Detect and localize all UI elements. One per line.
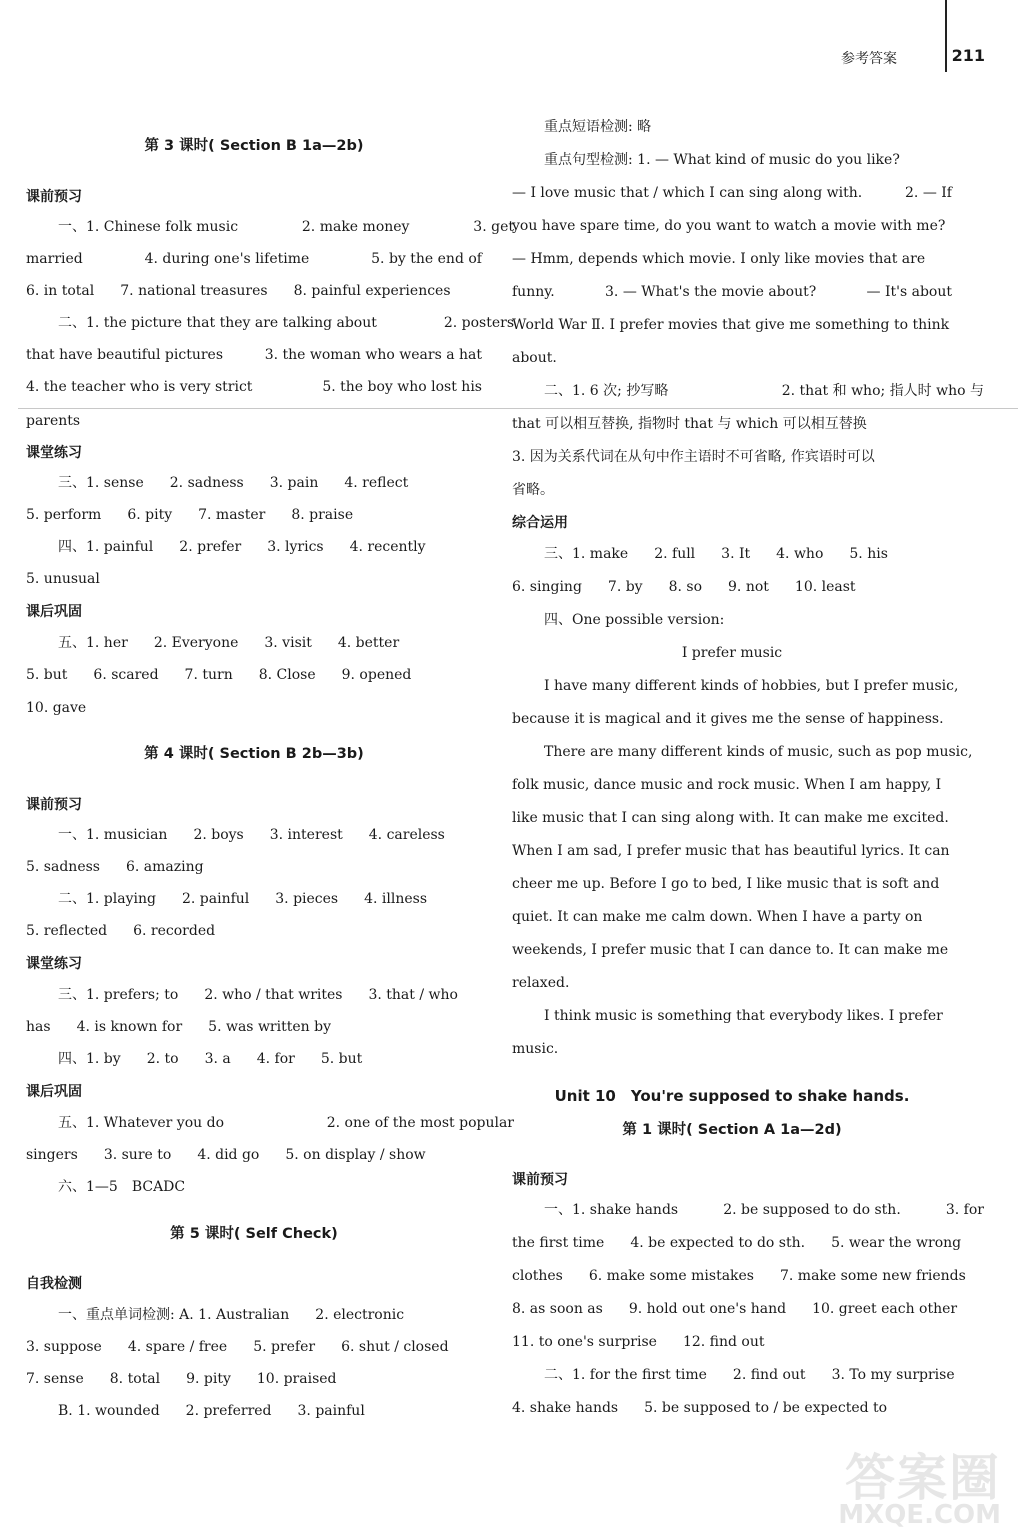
- answer-item: 5. but: [26, 667, 68, 683]
- answer-item: 2. preferred: [185, 1403, 272, 1419]
- answer-item: 3. suppose: [26, 1339, 102, 1355]
- answer-item: 3. that / who: [368, 987, 458, 1003]
- fold-line: [18, 408, 1018, 409]
- answer-item: 7. national treasures: [120, 283, 268, 299]
- answer-line: [26, 665, 437, 685]
- section-heading: 课前预习: [26, 797, 82, 813]
- answer-line: [512, 1200, 984, 1220]
- answer-item: — I love music that / which I can sing along with.: [512, 185, 863, 201]
- answer-line: [26, 313, 514, 333]
- answer-item: 二、1. 6 次; 抄写略: [544, 383, 669, 399]
- answer-item: 三、1. sense: [58, 475, 144, 491]
- answer-line: [512, 577, 882, 597]
- answer-item: 3. pieces: [275, 891, 339, 907]
- answer-line: 重点短语检测: 略: [544, 119, 652, 135]
- answer-item: 2. be supposed to do sth.: [723, 1202, 901, 1218]
- essay-line: like music that I can sing along with. It can make me excited.: [512, 810, 949, 826]
- essay-title: I prefer music: [681, 645, 783, 661]
- answer-item: 5. reflected: [26, 923, 108, 939]
- answer-item: 6. singing: [512, 579, 582, 595]
- answer-line: [26, 249, 482, 269]
- answer-item: 5. sadness: [26, 859, 100, 875]
- answer-line: [512, 1233, 962, 1253]
- answer-line: [26, 1305, 430, 1325]
- answer-item: 2. make money: [301, 219, 410, 235]
- answer-item: 9. opened: [341, 667, 412, 683]
- answer-item: 二、1. playing: [58, 891, 156, 907]
- answer-line: [512, 1299, 958, 1319]
- answer-item: 4. shake hands: [512, 1400, 619, 1416]
- answer-item: 2. — If: [905, 185, 952, 201]
- answer-item: 4. careless: [368, 827, 445, 843]
- essay-line: I have many different kinds of hobbies, but I prefer music,: [544, 678, 959, 694]
- answer-line: 四、One possible version:: [544, 612, 725, 628]
- answer-line: about.: [512, 350, 557, 366]
- answer-item: 4. is known for: [76, 1019, 183, 1035]
- answer-line: [26, 1369, 363, 1389]
- answer-item: 4. spare / free: [127, 1339, 228, 1355]
- essay-line: quiet. It can make me calm down. When I have a party on: [512, 909, 923, 925]
- answer-item: 3. lyrics: [267, 539, 324, 555]
- answer-item: 8. total: [109, 1371, 161, 1387]
- answer-item: 5. but: [320, 1051, 363, 1067]
- essay-line: because it is magical and it gives me the sense of happiness.: [512, 711, 944, 727]
- answer-item: 五、1. Whatever you do: [58, 1115, 225, 1131]
- answer-item: 4. for: [256, 1051, 295, 1067]
- answer-item: 2. painful: [181, 891, 250, 907]
- answer-line: [26, 1145, 452, 1165]
- answer-item: 7. master: [198, 507, 266, 523]
- answer-line: [512, 1332, 791, 1352]
- answer-line: 10. gave: [26, 700, 87, 716]
- answer-item: 4. better: [337, 635, 400, 651]
- answer-item: 2. electronic: [315, 1307, 405, 1323]
- answer-item: — Hmm, depends which movie. I only like movies that are: [512, 251, 926, 267]
- answer-item: 12. find out: [682, 1334, 765, 1350]
- answer-item: 四、1. by: [58, 1051, 121, 1067]
- answer-item: B. 1. wounded: [58, 1403, 160, 1419]
- answer-line: [26, 473, 434, 493]
- answer-item: 10. greet each other: [812, 1301, 958, 1317]
- section-heading: 课堂练习: [26, 956, 82, 972]
- answer-item: 三、1. prefers; to: [58, 987, 179, 1003]
- answer-line: [26, 1401, 391, 1421]
- answer-item: 5. be supposed to / be expected to: [644, 1400, 888, 1416]
- answer-line: [512, 183, 952, 203]
- answer-line: [26, 505, 379, 525]
- answer-item: 4. who: [776, 546, 824, 562]
- answer-item: 6. pity: [127, 507, 173, 523]
- answer-line: [26, 537, 452, 557]
- answer-item: 11. to one's surprise: [512, 1334, 657, 1350]
- answer-item: singers: [26, 1147, 78, 1163]
- answer-item: clothes: [512, 1268, 563, 1284]
- answer-item: 10. least: [794, 579, 856, 595]
- answer-item: funny.: [512, 284, 555, 300]
- answer-line: [26, 985, 484, 1005]
- answer-line: 省略。: [512, 482, 554, 498]
- answer-item: 3. for: [945, 1202, 984, 1218]
- answer-item: 4. recently: [349, 539, 426, 555]
- section-heading: 课堂练习: [26, 445, 82, 461]
- answer-item: 5. prefer: [253, 1339, 316, 1355]
- watermark-text: 答案圈: [845, 1449, 1001, 1507]
- answer-item: 8. as soon as: [512, 1301, 603, 1317]
- answer-line: [512, 381, 984, 401]
- answer-item: 二、1. the picture that they are talking about: [58, 315, 377, 331]
- answer-item: 5. perform: [26, 507, 102, 523]
- answer-item: 2. find out: [732, 1367, 806, 1383]
- answer-item: 9. pity: [186, 1371, 231, 1387]
- answer-line: [26, 1049, 388, 1069]
- answer-item: 4. be expected to do sth.: [630, 1235, 806, 1251]
- answer-item: 2. one of the most popular: [326, 1115, 514, 1131]
- answer-item: 4. during one's lifetime: [144, 251, 310, 267]
- answer-item: 3. the woman who wears a hat: [264, 347, 482, 363]
- section-heading: 综合运用: [512, 515, 568, 531]
- watermark-logo: [831, 1438, 1009, 1530]
- answer-item: 3. It: [721, 546, 751, 562]
- answer-item: 二、1. for the first time: [544, 1367, 707, 1383]
- answer-line: 5. unusual: [26, 571, 100, 587]
- answer-line: [26, 281, 477, 301]
- answer-item: 3. a: [204, 1051, 231, 1067]
- answer-item: 2. to: [146, 1051, 179, 1067]
- answer-line: [512, 1365, 981, 1385]
- answer-item: 5. the boy who lost his: [322, 379, 482, 395]
- answer-item: 3. sure to: [103, 1147, 172, 1163]
- answer-item: 6. in total: [26, 283, 95, 299]
- section-heading: 自我检测: [26, 1276, 82, 1292]
- header-title: 参考答案: [841, 51, 897, 67]
- answer-line: [512, 544, 914, 564]
- answer-item: 6. make some mistakes: [588, 1268, 754, 1284]
- answer-line: [26, 377, 482, 397]
- answer-item: 2. Everyone: [153, 635, 239, 651]
- answer-line: [26, 1017, 357, 1037]
- answer-item: 5. was written by: [208, 1019, 331, 1035]
- lesson-title: 第 1 课时( Section A 1a—2d): [622, 1122, 842, 1138]
- answer-item: 3. painful: [297, 1403, 365, 1419]
- answer-item: 2. sadness: [169, 475, 244, 491]
- answer-item: — It's about: [866, 284, 952, 300]
- answer-line: [512, 249, 951, 269]
- answer-item: 8. Close: [258, 667, 316, 683]
- essay-line: There are many different kinds of music, such as pop music,: [544, 744, 973, 760]
- unit-title: Unit 10 You're supposed to shake hands.: [554, 1087, 910, 1105]
- answer-item: 一、重点单词检测: A. 1. Australian: [58, 1307, 290, 1323]
- lesson-title: 第 5 课时( Self Check): [170, 1226, 338, 1242]
- answer-item: 8. praise: [291, 507, 354, 523]
- answer-line: [512, 282, 952, 302]
- answer-line: World War Ⅱ. I prefer movies that give me something to think: [512, 317, 950, 333]
- answer-item: 4. the teacher who is very strict: [26, 379, 253, 395]
- answer-item: 6. shut / closed: [341, 1339, 449, 1355]
- answer-item: 8. painful experiences: [293, 283, 451, 299]
- answer-line: [26, 921, 241, 941]
- answer-item: 7. make some new friends: [780, 1268, 966, 1284]
- answer-line: [26, 889, 453, 909]
- answer-item: 9. hold out one's hand: [628, 1301, 787, 1317]
- answer-item: 2. that 和 who; 指人时 who 与: [781, 383, 984, 399]
- answer-item: 一、1. shake hands: [544, 1202, 679, 1218]
- section-heading: 课前预习: [512, 1172, 568, 1188]
- answer-line: you have spare time, do you want to watch a movie with me?: [512, 218, 946, 234]
- answer-item: 2. prefer: [179, 539, 242, 555]
- answer-item: 6. scared: [93, 667, 159, 683]
- answer-line: 六、1—5 BCADC: [58, 1179, 186, 1195]
- answer-item: married: [26, 251, 83, 267]
- lesson-title: 第 4 课时( Section B 2b—3b): [144, 746, 364, 762]
- answer-line: parents: [26, 413, 81, 429]
- answer-item: 8. so: [668, 579, 703, 595]
- lesson-title: 第 3 课时( Section B 1a—2b): [144, 138, 364, 154]
- answer-item: 一、1. musician: [58, 827, 168, 843]
- answer-item: 2. full: [654, 546, 696, 562]
- answer-line: [512, 1266, 966, 1286]
- answer-item: 10. praised: [256, 1371, 337, 1387]
- section-heading: 课前预习: [26, 189, 82, 205]
- answer-item: 5. wear the wrong: [831, 1235, 962, 1251]
- answer-item: the first time: [512, 1235, 605, 1251]
- answer-line: [26, 633, 425, 653]
- answer-item: 2. who / that writes: [204, 987, 343, 1003]
- essay-line: When I am sad, I prefer music that has beautiful lyrics. It can: [512, 843, 950, 859]
- answer-line: 3. 因为关系代词在从句中作主语时不可省略, 作宾语时可以: [512, 449, 875, 465]
- answer-line: [26, 217, 514, 237]
- essay-line: I think music is something that everybody likes. I prefer: [544, 1008, 943, 1024]
- answer-item: 3. visit: [264, 635, 312, 651]
- answer-item: 9. not: [728, 579, 769, 595]
- answer-item: that have beautiful pictures: [26, 347, 223, 363]
- answer-item: 3. To my surprise: [831, 1367, 955, 1383]
- essay-line: relaxed.: [512, 975, 570, 991]
- watermark-url: MXQE.COM: [838, 1500, 1001, 1530]
- answer-line: that 可以相互替换, 指物时 that 与 which 可以相互替换: [512, 416, 867, 432]
- answer-item: 5. by the end of: [371, 251, 482, 267]
- answer-item: 4. reflect: [344, 475, 409, 491]
- answer-item: 3. interest: [269, 827, 343, 843]
- answer-item: 7. by: [607, 579, 643, 595]
- answer-item: 7. turn: [184, 667, 233, 683]
- page-number: 211: [951, 46, 985, 65]
- answer-item: has: [26, 1019, 51, 1035]
- answer-line: [26, 825, 471, 845]
- answer-item: 三、1. make: [544, 546, 629, 562]
- answer-item: 6. amazing: [125, 859, 204, 875]
- answer-item: 3. get: [473, 219, 514, 235]
- answer-item: 2. posters: [443, 315, 514, 331]
- answer-item: 2. boys: [193, 827, 244, 843]
- answer-item: 7. sense: [26, 1371, 84, 1387]
- essay-line: music.: [512, 1041, 559, 1057]
- answer-item: 3. — What's the movie about?: [605, 284, 817, 300]
- answer-item: 5. on display / show: [285, 1147, 426, 1163]
- answer-line: [512, 1398, 913, 1418]
- answer-item: 四、1. painful: [58, 539, 154, 555]
- answer-item: 6. recorded: [133, 923, 216, 939]
- answer-item: 4. illness: [364, 891, 428, 907]
- answer-item: 一、1. Chinese folk music: [58, 219, 239, 235]
- answer-item: 4. did go: [197, 1147, 260, 1163]
- answer-item: 5. his: [849, 546, 888, 562]
- header-rule: [945, 0, 947, 72]
- answer-line: [26, 1337, 475, 1357]
- section-heading: 课后巩固: [26, 1084, 82, 1100]
- answer-item: 3. pain: [269, 475, 319, 491]
- answer-line: [26, 1113, 514, 1133]
- essay-line: weekends, I prefer music that I can dance to. It can make me: [512, 942, 949, 958]
- answer-line: [26, 345, 482, 365]
- answer-line: 重点句型检测: 1. — What kind of music do you like?: [544, 152, 900, 168]
- essay-line: cheer me up. Before I go to bed, I like music that is soft and: [512, 876, 940, 892]
- essay-line: folk music, dance music and rock music. When I am happy, I: [512, 777, 942, 793]
- answer-line: [26, 857, 230, 877]
- answer-item: 五、1. her: [58, 635, 128, 651]
- section-heading: 课后巩固: [26, 604, 82, 620]
